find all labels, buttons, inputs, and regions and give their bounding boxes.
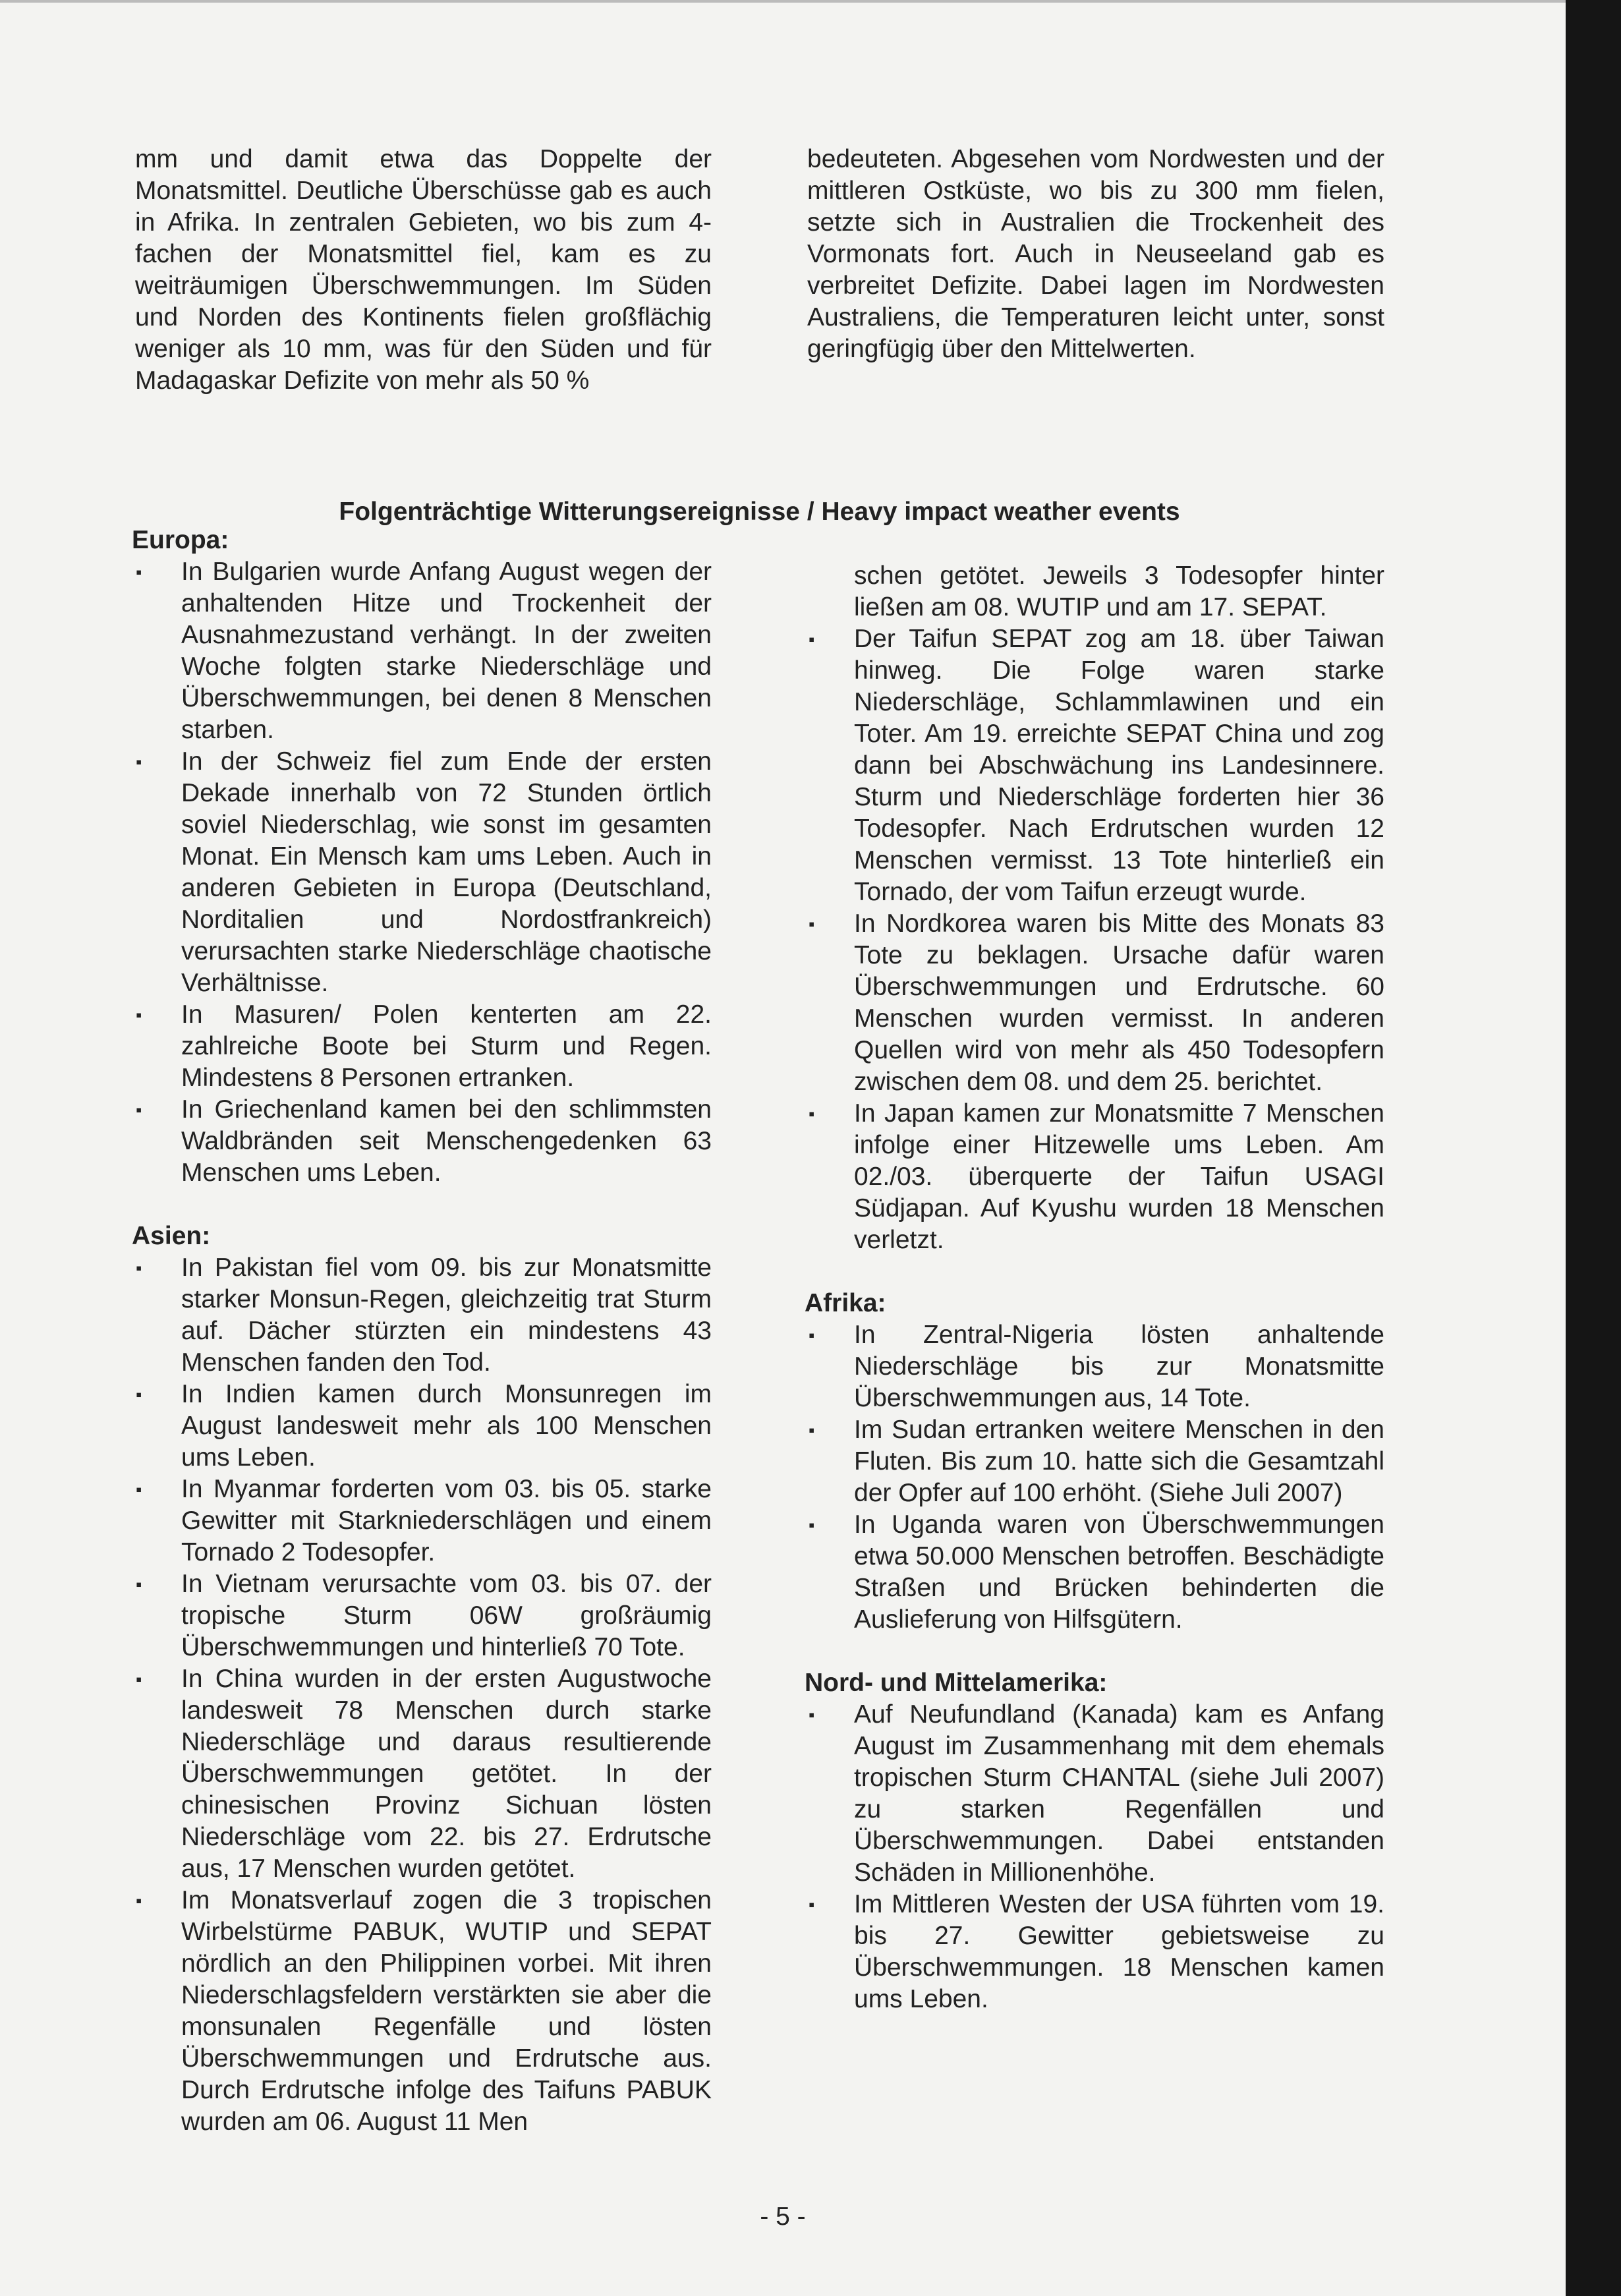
list-item: ▪ In der Schweiz fiel zum Ende der ersten Dekade innerhalb von 72 Stunden örtlich soviel Niederschlag, wie sonst im gesamten Monat. Ein Mensch kam ums Leben. Auch in anderen Gebieten in Europa (Deutschland, Norditalien und Nordostfrankreich) verursachten starke Niederschläge chaotische Verhältnisse. bbox=[136, 747, 712, 997]
list-item: ▪ In Nordkorea waren bis Mitte des Monats 83 Tote zu beklagen. Ursache dafür waren Überschwemmungen und Erdrutsche. 60 Menschen wurden vermisst. In anderen Quellen wird von mehr als 450 Todesopfern zwischen dem 08. und dem 25. berichtet. bbox=[809, 909, 1384, 1096]
afrika-list bbox=[805, 1319, 1384, 1636]
list-item: ▪ Im Sudan ertranken weitere Menschen in den Fluten. Bis zum 10. hatte sich die Gesamtzahl der Opfer auf 100 erhöht. (Siehe Juli 2007) bbox=[809, 1416, 1384, 1507]
europa-list bbox=[132, 556, 712, 1189]
list-item: ▪ In Myanmar forderten vom 03. bis 05. starke Gewitter mit Starkniederschlägen und einem Tornado 2 Todesopfer. bbox=[136, 1475, 712, 1566]
bullet-icon: ▪ bbox=[136, 1574, 142, 1594]
europa-title: Europa: bbox=[132, 526, 229, 554]
asien-title: Asien: bbox=[132, 1222, 211, 1250]
bullet-icon: ▪ bbox=[136, 1100, 142, 1120]
list-item: ▪ In Masuren/ Polen kenterten am 22. zahlreiche Boote bei Sturm und Regen. Mindestens 8 Personen ertranken. bbox=[136, 1000, 712, 1092]
nordamerika-title: Nord- und Mittelamerika: bbox=[805, 1669, 1108, 1697]
page-top-edge bbox=[0, 0, 1566, 3]
nordamerika-list bbox=[805, 1699, 1384, 2015]
right-column bbox=[805, 560, 1384, 2015]
bullet-icon: ▪ bbox=[136, 562, 142, 582]
list-item: ▪ In China wurden in der ersten Augustwoche landesweit 78 Menschen durch starke Niederschläge und daraus resultierende Überschwemmungen getötet. In der chinesischen Provinz Sichuan lösten Niederschläge vom 22. bis 27. Erdrutsche aus, 17 Menschen wurden getötet. bbox=[136, 1665, 712, 1883]
list-item: ▪ In Bulgarien wurde Anfang August wegen der anhaltenden Hitze und Trockenheit der Ausnahmezustand verhängt. In der zweiten Woche folgten starke Niederschläge und Überschwemmungen, bei denen 8 Menschen starben. bbox=[136, 558, 712, 744]
bullet-icon: ▪ bbox=[809, 914, 815, 934]
list-item: ▪ In Indien kamen durch Monsunregen im August landesweit mehr als 100 Menschen ums Leben. bbox=[136, 1380, 712, 1472]
list-item: ▪ Im Mittleren Westen der USA führten vom 19. bis 27. Gewitter gebietsweise zu Überschwemmungen. 18 Menschen kamen ums Leben. bbox=[809, 1890, 1384, 2013]
intro-right-column bbox=[807, 144, 1384, 365]
bullet-icon: ▪ bbox=[136, 752, 142, 772]
bullet-icon: ▪ bbox=[809, 1325, 815, 1345]
intro-left-text: mm und damit etwa das Doppelte der Monatsmittel. Deutliche Überschüsse gab es auch in Afrika. In zentralen Gebieten, wo bis zum 4-fachen der Monatsmittel fiel, kam es zu weiträumigen Überschwemmungen. Im Süden und Norden des Kontinents fielen großflächig weniger als 10 mm, was für den Süden und für Madagaskar Defizite von mehr als 50 % bbox=[135, 145, 712, 395]
intro-left-column bbox=[135, 144, 712, 397]
list-item: ▪ In Pakistan fiel vom 09. bis zur Monatsmitte starker Monsun-Regen, gleichzeitig trat Sturm auf. Dächer stürzten ein mindestens 43 Menschen fanden den Tod. bbox=[136, 1253, 712, 1377]
bullet-icon: ▪ bbox=[136, 1479, 142, 1499]
left-column bbox=[132, 525, 712, 2138]
list-item: ▪ In Griechenland kamen bei den schlimmsten Waldbränden seit Menschengedenken 63 Menschen ums Leben. bbox=[136, 1095, 712, 1187]
bullet-icon: ▪ bbox=[809, 1515, 815, 1535]
list-item: ▪ Auf Neufundland (Kanada) kam es Anfang August im Zusammenhang mit dem ehemals tropischen Sturm CHANTAL (siehe Juli 2007) zu starken Regenfällen und Überschwemmungen. Dabei entstanden Schäden in Millionenhöhe. bbox=[809, 1700, 1384, 1887]
asien-list bbox=[132, 1252, 712, 2138]
bullet-icon: ▪ bbox=[136, 1891, 142, 1910]
scan-border bbox=[1566, 0, 1621, 2296]
bullet-icon: ▪ bbox=[809, 629, 815, 649]
page-number: - 5 - bbox=[760, 2202, 806, 2231]
list-item: ▪ Der Taifun SEPAT zog am 18. über Taiwan hinweg. Die Folge waren starke Niederschläge, Schlammlawinen und ein Toter. Am 19. erreichte SEPAT China und zog dann bei Abschwächung ins Landesinnere. Sturm und Niederschläge forderten hier 36 Todesopfer. Nach Erdrutschen wurden 12 Menschen vermisst. 13 Tote hinterließ ein Tornado, der vom Taifun erzeugt wurde. bbox=[809, 625, 1384, 906]
list-item: ▪ In Uganda waren von Überschwemmungen etwa 50.000 Menschen betroffen. Beschädigte Straßen und Brücken behinderten die Auslieferung von Hilfsgütern. bbox=[809, 1510, 1384, 1634]
list-item: ▪ In Zentral-Nigeria lösten anhaltende Niederschläge bis zur Monatsmitte Überschwemmungen aus, 14 Tote. bbox=[809, 1321, 1384, 1412]
bullet-icon: ▪ bbox=[136, 1385, 142, 1404]
bullet-icon: ▪ bbox=[809, 1895, 815, 1914]
list-item: ▪ Im Monatsverlauf zogen die 3 tropischen Wirbelstürme PABUK, WUTIP und SEPAT nördlich an den Philippinen vorbei. Mit ihren Niederschlagsfeldern verstärkten sie aber die monsunalen Regenfälle und lösten Überschwemmungen und Erdrutsche aus. Durch Erdrutsche infolge des Taifuns PABUK wurden am 06. August 11 Men bbox=[136, 1886, 712, 2136]
bullet-icon: ▪ bbox=[136, 1669, 142, 1689]
asien-list-continued bbox=[805, 623, 1384, 1256]
section-heading: Folgenträchtige Witterungsereignisse / Heavy impact weather events bbox=[339, 498, 1180, 526]
list-item: ▪ In Japan kamen zur Monatsmitte 7 Menschen infolge einer Hitzewelle ums Leben. Am 02./03. überquerte der Taifun USAGI Südjapan. Auf Kyushu wurden 18 Menschen verletzt. bbox=[809, 1099, 1384, 1254]
bullet-icon: ▪ bbox=[809, 1104, 815, 1124]
list-item: ▪ In Vietnam verursachte vom 03. bis 07. der tropische Sturm 06W großräumig Überschwemmungen und hinterließ 70 Tote. bbox=[136, 1570, 712, 1661]
asien-continuation: schen getötet. Jeweils 3 Todesopfer hinter ließen am 08. WUTIP und am 17. SEPAT. bbox=[854, 561, 1384, 621]
afrika-title: Afrika: bbox=[805, 1289, 886, 1317]
bullet-icon: ▪ bbox=[136, 1005, 142, 1025]
bullet-icon: ▪ bbox=[809, 1705, 815, 1725]
bullet-icon: ▪ bbox=[809, 1420, 815, 1440]
bullet-icon: ▪ bbox=[136, 1258, 142, 1278]
intro-right-text: bedeuteten. Abgesehen vom Nordwesten und der mittleren Ostküste, wo bis zu 300 mm fielen, setzte sich in Australien die Trockenheit des Vormonats fort. Auch in Neuseeland gab es verbreitet Defizite. Dabei lagen im Nordwesten Australiens, die Temperaturen leicht unter, sonst geringfügig über den Mittelwerten. bbox=[807, 145, 1384, 363]
